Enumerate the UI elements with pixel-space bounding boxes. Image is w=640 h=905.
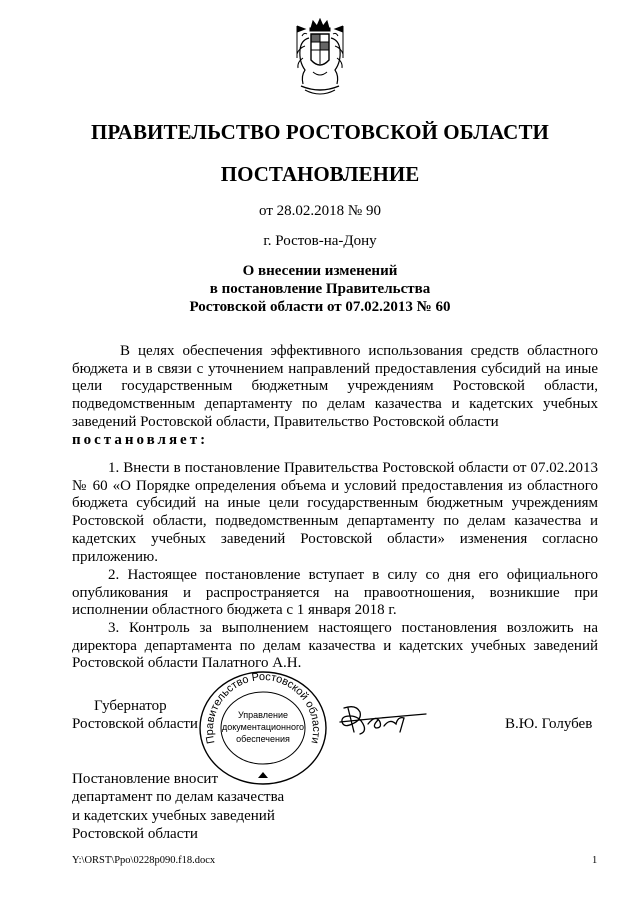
note-line: департамент по делам казачества: [72, 789, 285, 806]
note-line: Ростовской области: [72, 825, 198, 842]
item-1: 1. Внести в постановление Правительства Ростовской области от 07.02.2013 № 60 «О Порядке определения объема и условий предоставления из областного бюджета субсидий на иные цели государственным бюджетным учреждениям Ростовской области, подведомственным департаменту по делам казачества и кадетских учебных заведений Ростовской области» изменения согласно приложению.: [72, 460, 598, 565]
position-line: Ростовской области: [72, 716, 198, 732]
position-line: Губернатор: [94, 698, 167, 714]
government-title: ПРАВИТЕЛЬСТВО РОСТОВСКОЙ ОБЛАСТИ: [91, 120, 549, 144]
resolves-word: постановляет:: [72, 431, 209, 448]
document-type: ПОСТАНОВЛЕНИЕ: [220, 162, 420, 186]
handwritten-signature: [338, 702, 428, 738]
page-number: 1: [592, 855, 598, 866]
item-2: 2. Настоящее постановление вступает в силу со дня его официального опубликования и распространяется на правоотношения, возникшие при исполнении областного бюджета с 1 января 2018 г.: [72, 567, 598, 619]
note-line: Постановление вносит: [72, 771, 219, 787]
subject-line: Ростовской области от 07.02.2013 № 60: [189, 299, 451, 315]
submission-note: [72, 770, 284, 843]
seal-center-line: документационного: [221, 722, 305, 732]
document-subject: [0, 262, 640, 316]
coat-of-arms-icon: [293, 18, 347, 100]
seal-center-line: Управление: [237, 710, 289, 720]
footer-file-path: Y:\ORST\Ppo\0228p090.f18.docx: [72, 855, 216, 866]
intro-paragraph: [72, 343, 598, 449]
item-3: 3. Контроль за выполнением настоящего постановления возложить на директора департамента по делам казачества и кадетских учебных заведений Ростовской области Палатного А.Н.: [72, 620, 598, 672]
subject-line: О внесении изменений: [242, 263, 398, 279]
note-line: и кадетских учебных заведений: [72, 807, 275, 824]
subject-line: в постановление Правительства: [209, 281, 431, 297]
seal-center-line: обеспечения: [236, 734, 290, 744]
intro-text: В целях обеспечения эффективного использования средств областного бюджета и в связи с уточнением направлений предоставления субсидий на иные цели государственным бюджетным учреждениям Ростовской области, подведомственным департаменту по делам казачества и кадетских учебных заведений Ростовской области, Правительство Ростовской области: [72, 343, 598, 430]
signatory-name: В.Ю. Голубев: [505, 716, 593, 732]
city: г. Ростов-на-Дону: [263, 233, 377, 249]
signatory-position: [72, 697, 198, 733]
official-seal: [196, 666, 330, 786]
seal-ring-text: Правительство Ростовской области: [203, 671, 323, 745]
date-number: от 28.02.2018 № 90: [259, 203, 381, 219]
